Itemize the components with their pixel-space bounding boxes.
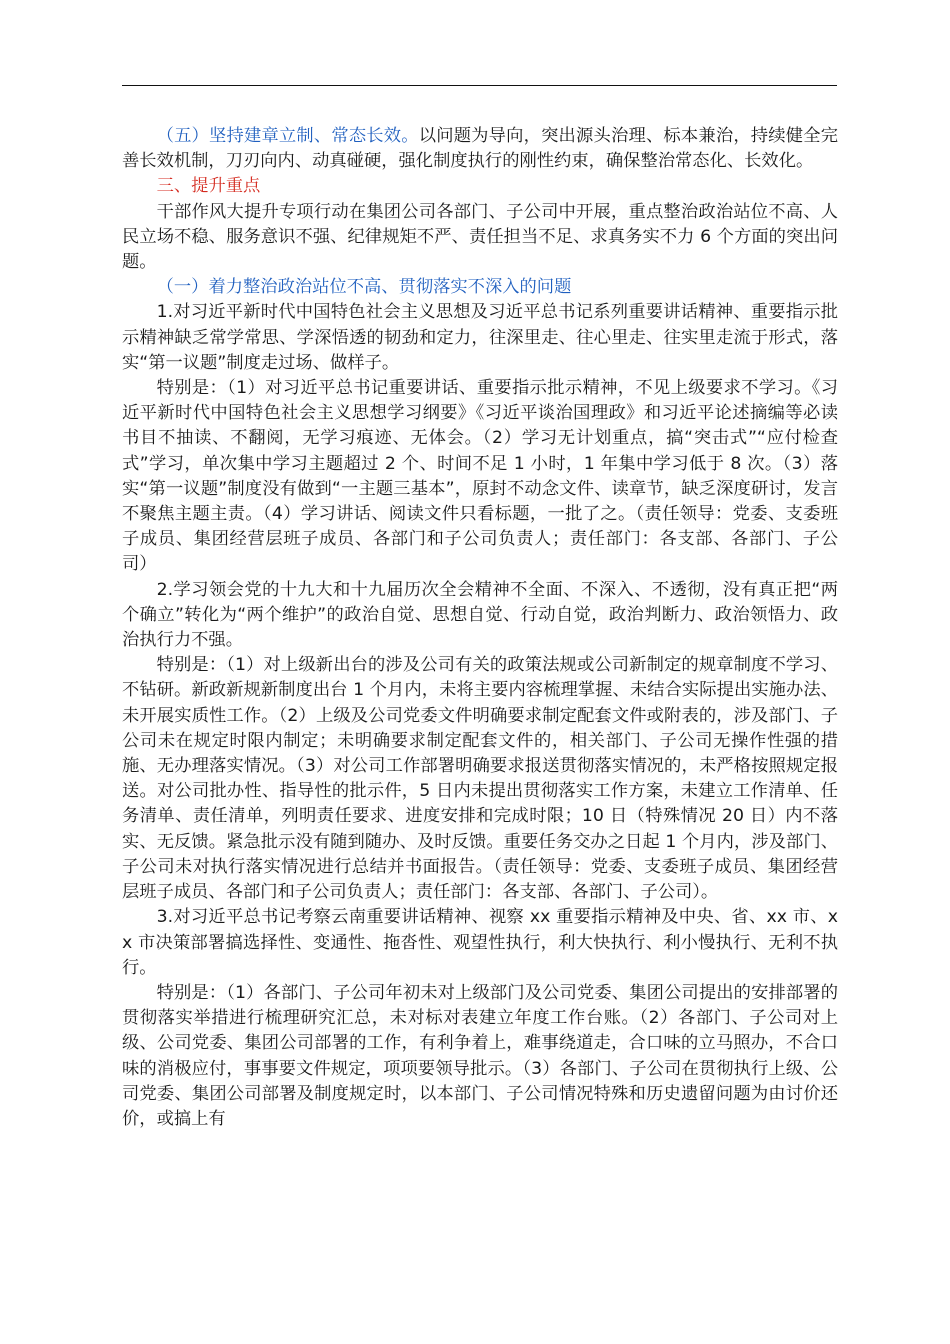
document-body (122, 124, 838, 1132)
header-rule (122, 85, 837, 86)
paragraph-principle-5 (122, 124, 838, 174)
subheading-principle-5: （五）坚持建章立制、常态长效。 (156, 126, 419, 146)
paragraph-item-1: 1.对习近平新时代中国特色社会主义思想及习近平总书记系列重要讲话精神、重要指示批示精神缺乏常学常思、学深悟透的韧劲和定力，往深里走、往心里走、往实里走流于形式，落实“第一议题”制度走过场、做样子。 (122, 302, 838, 373)
paragraph-item-2: 2.学习领会党的十九大和十九届历次全会精神不全面、不深入、不透彻，没有真正把“两个确立”转化为“两个维护”的政治自觉、思想自觉、行动自觉，政治判断力、政治领悟力、政治执行力不强。 (122, 579, 838, 651)
paragraph-item-3-detail: 特别是：（1）各部门、子公司年初未对上级部门及公司党委、集团公司提出的安排部署的贯彻落实举措进行梳理研究汇总，未对标对表建立年度工作台账。（2）各部门、子公司对上级、公司党委、集团公司部署的工作，有利争着上，难事绕道走，合口味的立马照办，不合口味的消极应付，事事要文件规定，项项要领导批示。（3）各部门、子公司在贯彻执行上级、公司党委、集团公司部署及制度规定时，以本部门、子公司情况特殊和历史遗留问题为由讨价还价，或搞上有 (122, 982, 838, 1129)
paragraph-intro: 干部作风大提升专项行动在集团公司各部门、子公司中开展，重点整治政治站位不高、人民立场不稳、服务意识不强、纪律规矩不严、责任担当不足、求真务实不力 6 个方面的突出问题。 (122, 201, 838, 273)
subheading-1 (122, 275, 838, 300)
paragraph-text: 以问题为导向，突出源头治理、标本兼治，持续健全完善长效机制，刀刃向内、动真碰硬，强化制度执行的刚性约束，确保整治常态化、长效化。 (122, 126, 838, 172)
subheading-text: （一）着力整治政治站位不高、贯彻落实不深入的问题 (156, 277, 572, 298)
paragraph-item-1-detail: 特别是：（1）对习近平总书记重要讲话、重要指示批示精神，不见上级要求不学习。《习近平新时代中国特色社会主义思想学习纲要》《习近平谈治国理政》和习近平论述摘编等必读书目不抽读、不翻阅，无学习痕迹、无体会。（2）学习无计划重点，搞“突击式”“应付检查式”学习，单次集中学习主题超过 2 个、时间不足 1 小时，1 年集中学习低于 8 次。（3）落实“第一议题”制度没有做到“一主题三基本”，原封不动念文件、读章节，缺乏深度研讨，发言不聚焦主题主责。（4）学习讲话、阅读文件只看标题，一批了之。（责任领导：党委、支委班子成员、集团经营层班子成员、各部门和子公司负责人；责任部门：各支部、各部门、子公司） (122, 378, 838, 575)
paragraph-item-2-detail: 特别是：（1）对上级新出台的涉及公司有关的政策法规或公司新制定的规章制度不学习、不钻研。新政新规新制度出台 1 个月内，未将主要内容梳理掌握、未结合实际提出实施办法、未开展实质性工作。（2）上级及公司党委文件明确要求制定配套文件或附表的，涉及部门、子公司未在规定时限内制定；未明确要求制定配套文件的，相关部门、子公司无操作性强的措施、无办理落实情况。（3）对公司工作部署明确要求报送贯彻落实情况的，未严格按照规定报送。对公司批办性、指导性的批示件，5 日内未提出贯彻落实工作方案，未建立工作清单、任务清单、责任清单，列明责任要求、进度安排和完成时限；10 日（特殊情况 20 日）内不落实、无反馈。紧急批示没有随到随办、及时反馈。重要任务交办之日起 1 个月内，涉及部门、子公司未对执行落实情况进行总结并书面报告。（责任领导：党委、支委班子成员、集团经营层班子成员、各部门和子公司负责人；责任部门：各支部、各部门、子公司）。 (122, 655, 838, 903)
paragraph-item-3: 3.对习近平总书记考察云南重要讲话精神、视察 xx 重要指示精神及中央、省、xx 市、xx 市决策部署搞选择性、变通性、拖沓性、观望性执行，利大快执行、利小慢执行、无利不执行。 (122, 907, 838, 978)
section-heading-3 (122, 174, 838, 199)
section-heading-text: 三、提升重点 (156, 176, 261, 197)
